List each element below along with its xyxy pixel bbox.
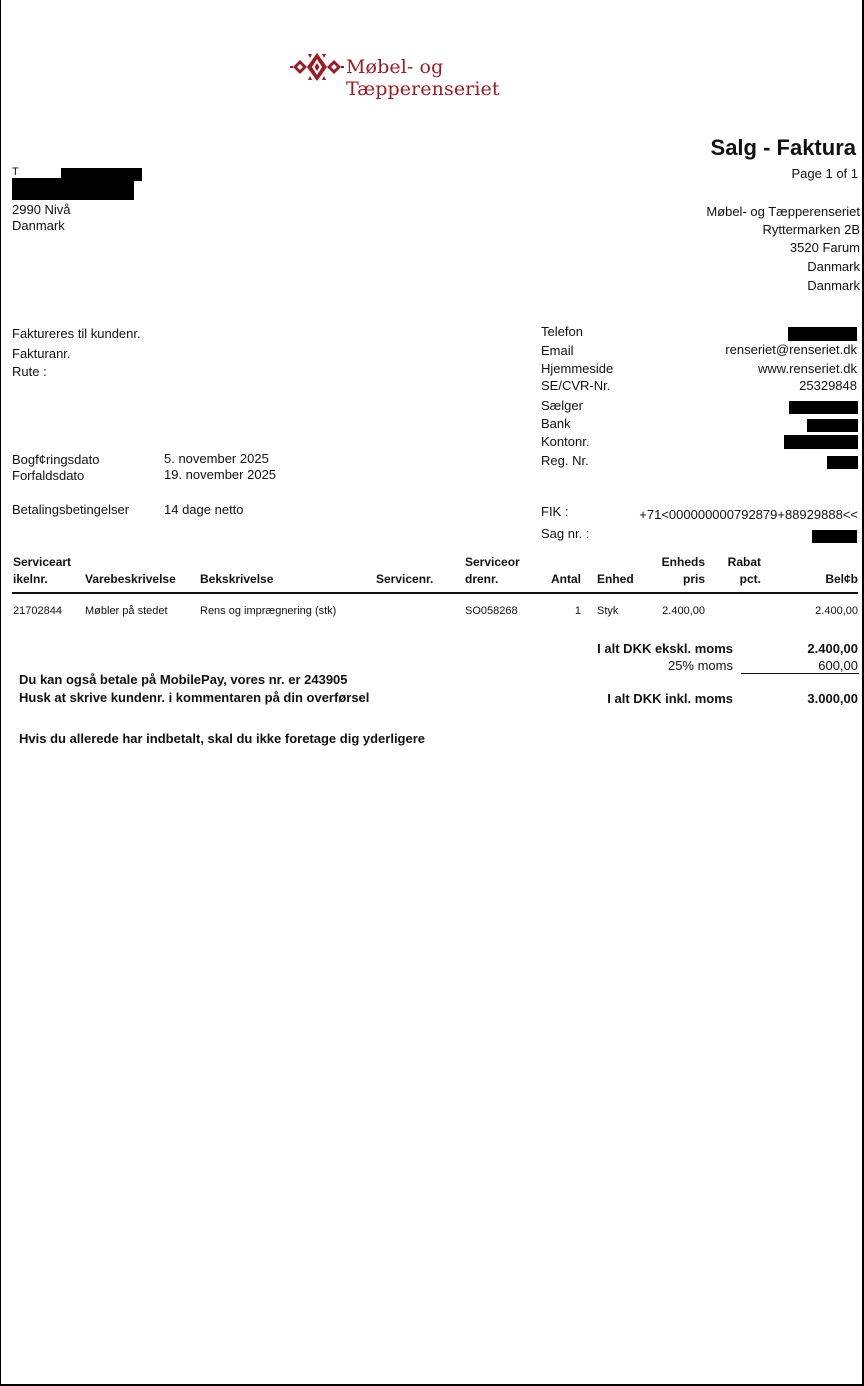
website-value: www.renseriet.dk bbox=[758, 361, 857, 376]
transfer-reminder-note: Husk at skrive kundenr. i kommentaren på din overførsel bbox=[19, 690, 370, 705]
fik-label: FIK : bbox=[541, 504, 569, 519]
invoice-no-label: Fakturanr. bbox=[12, 346, 71, 361]
vat-amount-value: 600,00 bbox=[818, 658, 858, 673]
col-discount-line1: Rabat bbox=[727, 555, 761, 569]
document-title: Salg - Faktura bbox=[710, 135, 856, 160]
company-name: Møbel- og Tæpperenseriet bbox=[706, 204, 860, 219]
cell-order-no: SO058268 bbox=[465, 605, 518, 617]
cell-amount: 2.400,00 bbox=[815, 605, 858, 617]
recipient-city: 2990 Nivå bbox=[12, 202, 71, 217]
col-quantity: Antal bbox=[551, 572, 581, 586]
posting-date-value: 5. november 2025 bbox=[164, 451, 269, 466]
company-logo-text: Møbel- og Tæpperenseriet bbox=[346, 56, 500, 100]
already-paid-note: Hvis du allerede har indbetalt, skal du ikke foretage dig yderligere bbox=[19, 731, 426, 746]
seller-label: Sælger bbox=[541, 398, 583, 413]
vat-value: 25329848 bbox=[799, 378, 857, 393]
posting-date-label: Bogf¢ringsdato bbox=[12, 452, 100, 467]
col-amount: Bel¢b bbox=[825, 572, 858, 586]
col-item-description: Varebeskrivelse bbox=[85, 572, 176, 586]
page-indicator: Page 1 of 1 bbox=[791, 166, 858, 181]
company-street: Ryttermarken 2B bbox=[762, 222, 860, 237]
col-description: Bekskrivelse bbox=[200, 572, 274, 586]
fik-value: +71<000000000792879+88929888<< bbox=[639, 507, 858, 522]
cell-item-no: 21702844 bbox=[13, 605, 62, 617]
company-city: 3520 Farum bbox=[789, 240, 860, 255]
col-unit: Enhed bbox=[597, 572, 634, 586]
due-date-value: 19. november 2025 bbox=[164, 467, 277, 482]
col-order-no-line2: drenr. bbox=[465, 572, 499, 586]
invoice-page bbox=[1, 0, 862, 1384]
recipient-country: Danmark bbox=[12, 218, 65, 233]
total-incl-value: 3.000,00 bbox=[807, 691, 858, 706]
email-label: Email bbox=[541, 343, 574, 358]
customer-no-label: Faktureres til kundenr. bbox=[12, 326, 141, 341]
company-country-repeat: Danmark bbox=[807, 278, 860, 293]
recipient-initial: T bbox=[12, 166, 19, 178]
payment-terms-label: Betalingsbetingelser bbox=[12, 502, 130, 517]
reg-label: Reg. Nr. bbox=[541, 453, 589, 468]
col-item-no-line2: ikelnr. bbox=[13, 572, 48, 586]
redacted-bank bbox=[807, 419, 858, 432]
header-divider bbox=[12, 592, 858, 594]
bank-label: Bank bbox=[541, 416, 571, 431]
col-item-no-line1: Serviceart bbox=[13, 555, 72, 569]
route-label: Rute : bbox=[12, 364, 47, 379]
email-value: renseriet@renseriet.dk bbox=[725, 342, 857, 357]
mobilepay-note: Du kan også betale på MobilePay, vores nr. er 243905 bbox=[19, 672, 348, 687]
redacted-recipient-street bbox=[12, 178, 134, 200]
total-excl-value: 2.400,00 bbox=[807, 641, 858, 656]
redacted-case bbox=[812, 530, 857, 543]
due-date-label: Forfaldsdato bbox=[12, 468, 85, 483]
col-unit-price-line1: Enheds bbox=[661, 555, 705, 569]
cell-quantity: 1 bbox=[574, 605, 581, 617]
company-logo bbox=[290, 50, 580, 100]
redacted-account bbox=[784, 435, 858, 449]
col-order-no-line1: Serviceor bbox=[465, 555, 520, 569]
website-label: Hjemmeside bbox=[541, 361, 614, 376]
account-label: Kontonr. bbox=[541, 434, 590, 449]
col-discount-line2: pct. bbox=[739, 572, 761, 586]
cell-item-description: Møbler på stedet bbox=[85, 605, 168, 617]
col-service-no: Servicenr. bbox=[376, 572, 434, 586]
totals-divider bbox=[741, 673, 859, 674]
phone-label: Telefon bbox=[541, 324, 583, 339]
cell-unit: Styk bbox=[597, 605, 619, 617]
ornament-logo-icon bbox=[290, 50, 344, 84]
total-incl-label: I alt DKK inkl. moms bbox=[607, 691, 733, 706]
redacted-seller bbox=[789, 401, 858, 414]
cell-unit-price: 2.400,00 bbox=[662, 605, 705, 617]
total-excl-label: I alt DKK ekskl. moms bbox=[597, 641, 733, 656]
vat-amount-label: 25% moms bbox=[667, 658, 733, 673]
redacted-reg bbox=[827, 456, 858, 469]
cell-description: Rens og imprægnering (stk) bbox=[200, 605, 337, 617]
case-label: Sag nr. : bbox=[541, 526, 590, 541]
col-unit-price-line2: pris bbox=[682, 572, 705, 586]
redacted-phone bbox=[788, 327, 857, 341]
company-country: Danmark bbox=[807, 259, 860, 274]
vat-label: SE/CVR-Nr. bbox=[541, 378, 611, 393]
payment-terms-value: 14 dage netto bbox=[164, 502, 244, 517]
